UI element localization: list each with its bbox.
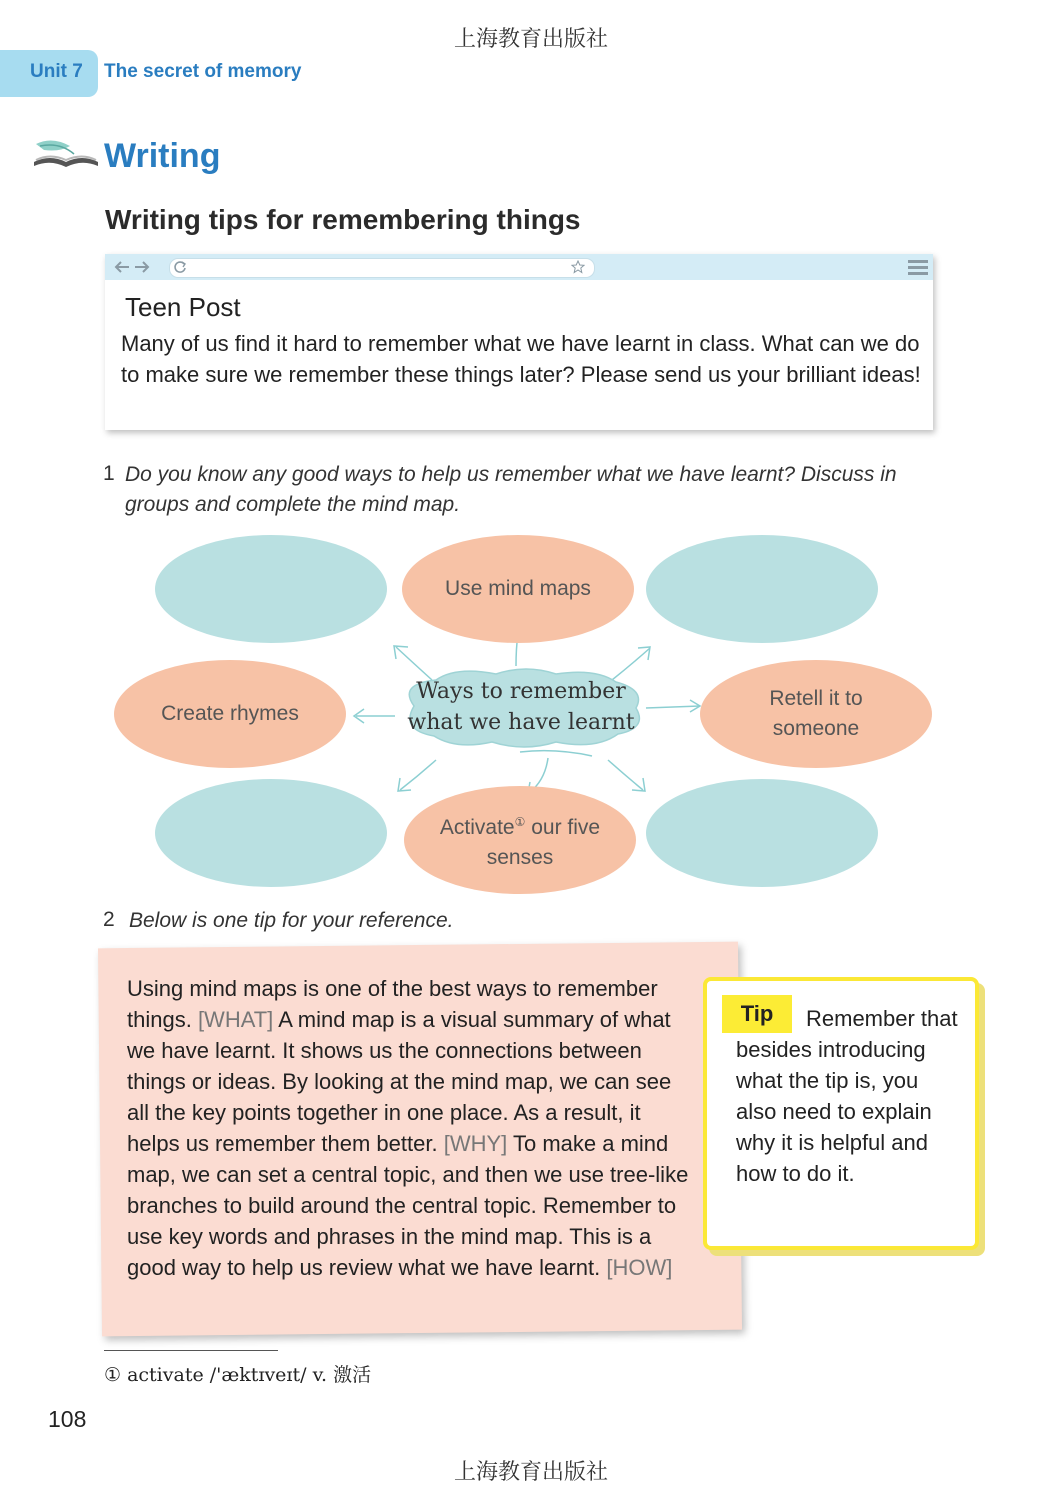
tag-why: [WHY] bbox=[443, 1131, 508, 1156]
mind-map-node-right-line2: someone bbox=[772, 717, 860, 740]
question-2-text: Below is one tip for your reference. bbox=[129, 909, 454, 932]
section-title: Writing bbox=[104, 137, 221, 175]
subheading: Writing tips for remembering things bbox=[105, 204, 581, 235]
mind-map-node-top bbox=[402, 535, 634, 643]
sample-text-2: A mind map is a visual summary of what we have learnt. It shows us the connections between things or ideas. By looking at the mind map, we can see all the key points together in one place. As a result, it helps us remember them better. bbox=[127, 1007, 672, 1156]
mind-map-node-bottom-line1: Activate bbox=[439, 816, 515, 839]
footnote: ① activate /'æktɪveɪt/ v. 激活 bbox=[104, 1364, 372, 1386]
footnote-marker: ① bbox=[514, 815, 526, 829]
center-label-line1: Ways to remember bbox=[416, 679, 626, 704]
question-1-text: Do you know any good ways to help us remember what we have learnt? Discuss in groups and complete the mind map. bbox=[125, 463, 897, 516]
tip-text: Remember that besides introducing what the tip is, you also need to explain why it is helpful and how to do it. bbox=[736, 1006, 958, 1186]
mind-map-blank-bottom-right[interactable] bbox=[646, 779, 878, 887]
mind-map-center-node bbox=[396, 666, 646, 748]
publisher-footer: 上海教育出版社 bbox=[453, 1460, 608, 1485]
sample-text-1: Using mind maps is one of the best ways to remember things. bbox=[127, 976, 658, 1032]
page-number: 108 bbox=[48, 1406, 87, 1432]
sample-paragraph bbox=[127, 973, 697, 1283]
post-body: Many of us find it hard to remember what we have learnt in class. What can we do to make sure we remember these things later? Please send us your brilliant ideas! bbox=[121, 331, 921, 387]
mind-map-blank-top-right[interactable] bbox=[646, 535, 878, 643]
tip-label: Tip bbox=[722, 995, 792, 1033]
post-title: Teen Post bbox=[125, 292, 241, 322]
publisher-header: 上海教育出版社 bbox=[453, 27, 608, 52]
mind-map-node-left bbox=[114, 660, 346, 768]
mind-map-node-left-label: Create rhymes bbox=[161, 702, 299, 725]
tag-what: [WHAT] bbox=[197, 1007, 274, 1032]
question-1-number: 1 bbox=[103, 462, 115, 485]
footnote-divider bbox=[104, 1350, 278, 1351]
question-2-number: 2 bbox=[103, 908, 115, 931]
unit-title: The secret of memory bbox=[104, 61, 302, 82]
sample-text-3: To make a mind map, we can set a central topic, and then we use tree-like branches to build around the central topic. Remember to use key words and phrases in the mind map. This is a good way to help us review what we have learnt. bbox=[127, 1131, 689, 1280]
mind-map-blank-bottom-left[interactable] bbox=[155, 779, 387, 887]
mind-map-node-bottom-line2: senses bbox=[486, 846, 554, 869]
mind-map-node-right bbox=[700, 660, 932, 768]
mind-map-node-bottom-line1-rest: our five bbox=[525, 816, 601, 839]
center-label-line2: what we have learnt bbox=[407, 710, 635, 735]
mind-map-node-top-label: Use mind maps bbox=[445, 577, 591, 600]
mind-map-node-right-line1: Retell it to bbox=[769, 687, 863, 710]
mind-map-blank-top-left[interactable] bbox=[155, 535, 387, 643]
tag-how: [HOW] bbox=[606, 1255, 673, 1280]
unit-label: Unit 7 bbox=[30, 61, 83, 82]
mind-map-node-bottom bbox=[404, 786, 636, 894]
